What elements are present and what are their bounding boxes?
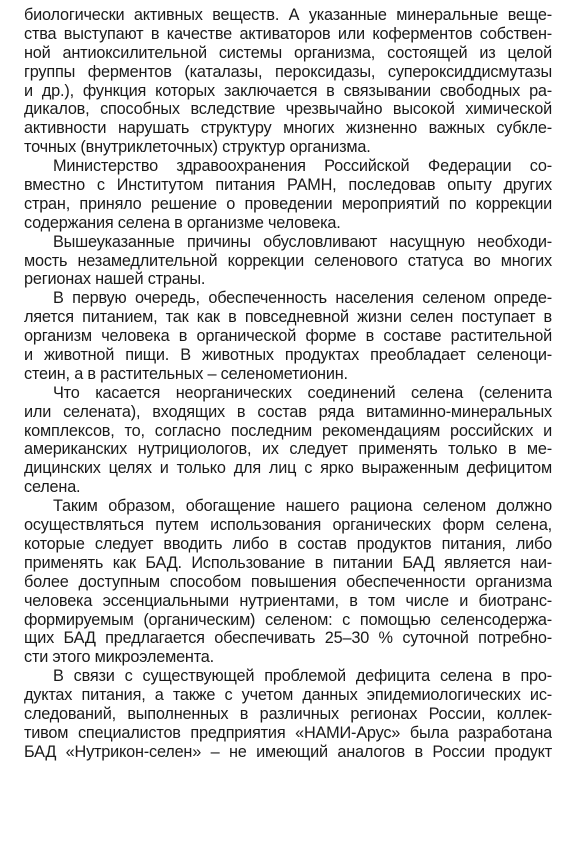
paragraph [24, 384, 552, 497]
text-line: дицинских целях и только для лиц с ярко выраженным дефицитом [24, 459, 552, 478]
text-line: формируемым (органическим) селеном: с помощью селенсодержа- [24, 610, 552, 629]
text-line: группы ферментов (каталазы, пероксидазы, супероксиддисмутазы [24, 62, 552, 81]
text-line: сти этого микроэлемента. [24, 648, 214, 667]
text-line: В связи с существующей проблемой дефицита селена в про- [53, 667, 552, 686]
text-line: Вышеуказанные причины обусловливают насущную необходи- [53, 232, 552, 251]
text-line: регионах нашей страны. [24, 270, 206, 289]
text-line: дуктах питания, а также с учетом данных эпидемиологических ис- [24, 686, 552, 705]
text-line: более доступным способом повышения обеспеченности организма [24, 572, 552, 591]
text-line: которые следует вводить либо в состав продуктов питания, либо [24, 534, 552, 553]
text-line: Таким образом, обогащение нашего рациона селеном должно [53, 497, 552, 516]
text-line: щих БАД предлагается обеспечивать 25–30 % суточной потребно- [24, 629, 552, 648]
text-line: Министерство здравоохранения Российской Федерации со- [53, 157, 552, 176]
text-line: вместно с Институтом питания РАМН, последовав опыту других [24, 176, 552, 195]
paragraph [24, 667, 552, 761]
text-line: тивом специалистов предприятия «НАМИ-Арус» была разработана [24, 723, 552, 742]
text-line: мость незамедлительной коррекции селенового статуса во многих [24, 251, 552, 270]
text-line: комплексов, то, согласно последним рекомендациям российских и [24, 421, 552, 440]
text-line: селена. [24, 478, 81, 497]
text-line: осуществляться путем использования органических форм селена, [24, 516, 552, 535]
text-line: или селената), входящих в состав ряда витаминно-минеральных [24, 402, 552, 421]
text-line: БАД «Нутрикон-селен» – не имеющий аналогов в России продукт [24, 742, 552, 761]
text-line: и др.), функция которых заключается в связывании свободных ра- [24, 81, 552, 100]
text-line: ной антиоксилительной системы организма, состоящей из целой [24, 43, 552, 62]
document-body [24, 6, 552, 762]
text-line: содержания селена в организме человека. [24, 213, 341, 232]
text-line: организм человека в органической форме в составе растительной [24, 327, 552, 346]
paragraph [24, 6, 552, 157]
text-line: американских нутрициологов, их следует применять только в ме- [24, 440, 552, 459]
text-line: биологически активных веществ. А указанные минеральные веще- [24, 6, 552, 24]
text-line: дикалов, способных вследствие чрезвычайно высокой химической [24, 100, 552, 119]
text-line: Что касается неорганических соединений селена (селенита [53, 383, 552, 402]
paragraph [24, 233, 552, 290]
text-line: ляется питанием, так как в повседневной жизни селен поступает в [24, 308, 552, 327]
text-line: следований, выполненных в различных регионах России, коллек- [24, 704, 552, 723]
text-line: человека эссенциальными нутриентами, в том числе и биотранс- [24, 591, 552, 610]
paragraph [24, 289, 552, 383]
text-line: стран, приняло решение о проведении мероприятий по коррекции [24, 194, 552, 213]
text-line: точных (внутриклеточных) структур организма. [24, 138, 371, 157]
text-line: применять как БАД. Использование в питании БАД является наи- [24, 553, 552, 572]
text-line: стеин, а в растительных – селенометионин. [24, 364, 348, 383]
text-line: и животной пищи. В животных продуктах преобладает селеноци- [24, 346, 552, 365]
text-line: В первую очередь, обеспеченность населения селеном опреде- [53, 289, 552, 308]
paragraph [24, 157, 552, 233]
text-line: ства выступают в качестве активаторов или коферментов собствен- [24, 24, 552, 43]
text-line: активности нарушать структуру многих жизненно важных субкле- [24, 119, 552, 138]
paragraph [24, 497, 552, 667]
